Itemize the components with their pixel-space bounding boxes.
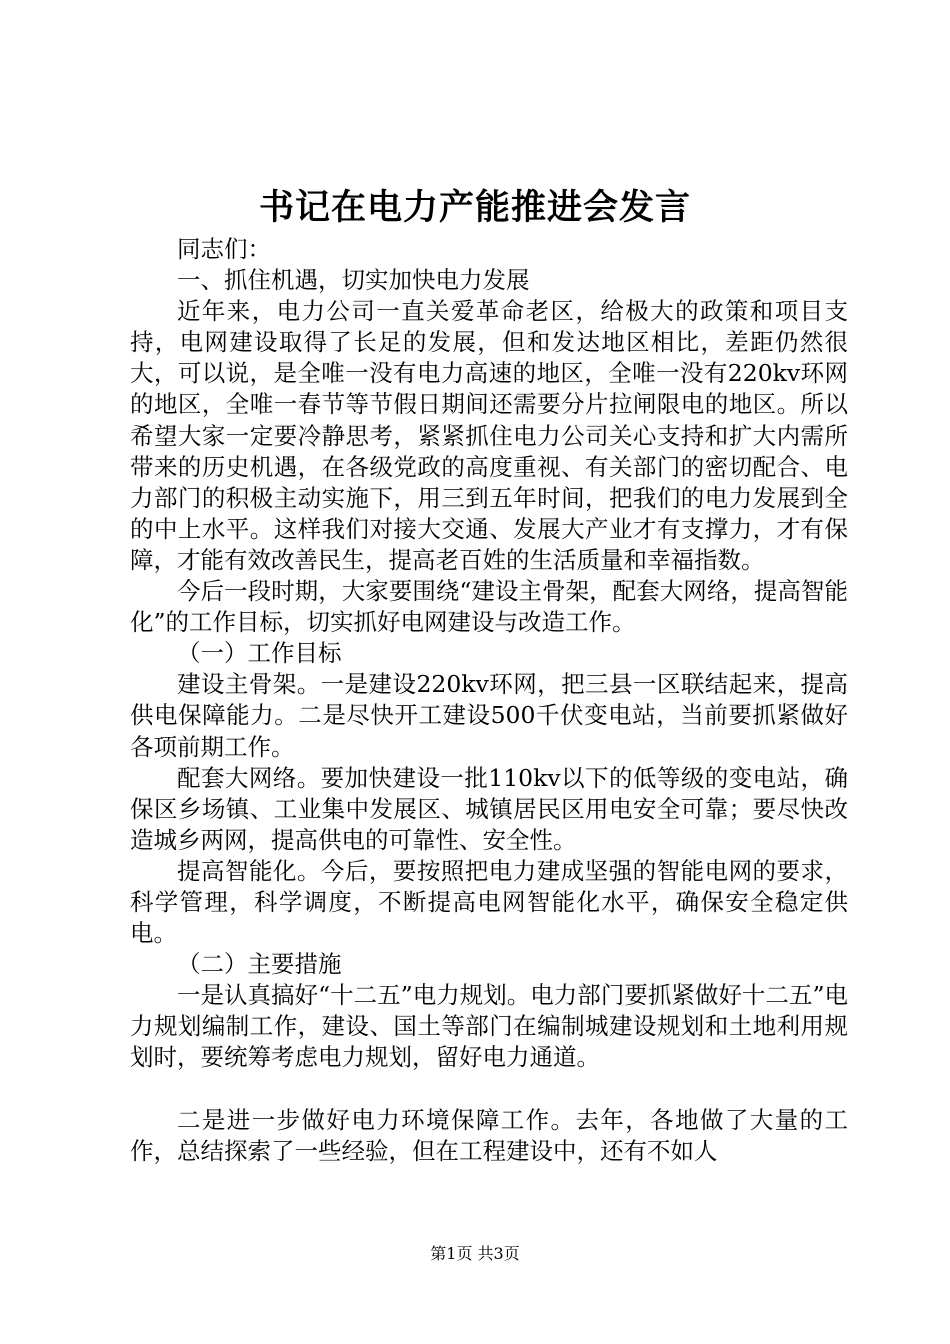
body-paragraph: 建设主骨架。一是建设220kv环网，把三县一区联结起来，提高供电保障能力。二是尽快开工建设500千伏变电站，当前要抓紧做好各项前期工作。 [130, 670, 848, 761]
document-body [130, 234, 848, 1167]
body-paragraph: 配套大网络。要加快建设一批110kv以下的低等级的变电站，确保区乡场镇、工业集中发展区、城镇居民区用电安全可靠；要尽快改造城乡两网，提高供电的可靠性、安全性。 [130, 763, 848, 854]
salutation: 同志们： [177, 235, 271, 263]
page-title: 书记在电力产能推进会发言 [258, 187, 691, 228]
subsection-heading: （一）工作目标 [177, 639, 342, 668]
blank-line [130, 1074, 848, 1105]
body-paragraph: 近年来，电力公司一直关爱革命老区，给极大的政策和项目支持，电网建设取得了长足的发展，但和发达地区相比，差距仍然很大，可以说，是全唯一没有电力高速的地区，全唯一没有220kv环网的地区，全唯一春节等节假日期间还需要分片拉闸限电的地区。所以希望大家一定要冷静思考，紧紧抓住电力公司关心支持和扩大内需所带来的历史机遇，在各级党政的高度重视、有关部门的密切配合、电力部门的积极主动实施下，用三到五年时间，把我们的电力发展到全的中上水平。这样我们对接大交通、发展大产业才有支撑力，才有保障，才能有效改善民生，提高老百姓的生活质量和幸福指数。 [130, 297, 848, 574]
body-paragraph: 今后一段时期，大家要围绕“建设主骨架，配套大网络，提高智能化”的工作目标，切实抓好电网建设与改造工作。 [130, 577, 848, 637]
subsection-heading: （二）主要措施 [177, 950, 342, 979]
body-paragraph: 一是认真搞好“十二五”电力规划。电力部门要抓紧做好十二五”电力规划编制工作，建设、国土等部门在编制城建设规划和土地利用规划时，要统筹考虑电力规划，留好电力通道。 [130, 981, 848, 1072]
body-paragraph: 二是进一步做好电力环境保障工作。去年，各地做了大量的工作，总结探索了一些经验，但在工程建设中，还有不如人 [130, 1105, 848, 1165]
section-heading: 一、抓住机遇，切实加快电力发展 [177, 266, 530, 295]
body-paragraph: 提高智能化。今后，要按照把电力建成坚强的智能电网的要求，科学管理，科学调度，不断提高电网智能化水平，确保安全稳定供电。 [130, 856, 848, 948]
page-footer: 第1页 共3页 [430, 1244, 520, 1263]
